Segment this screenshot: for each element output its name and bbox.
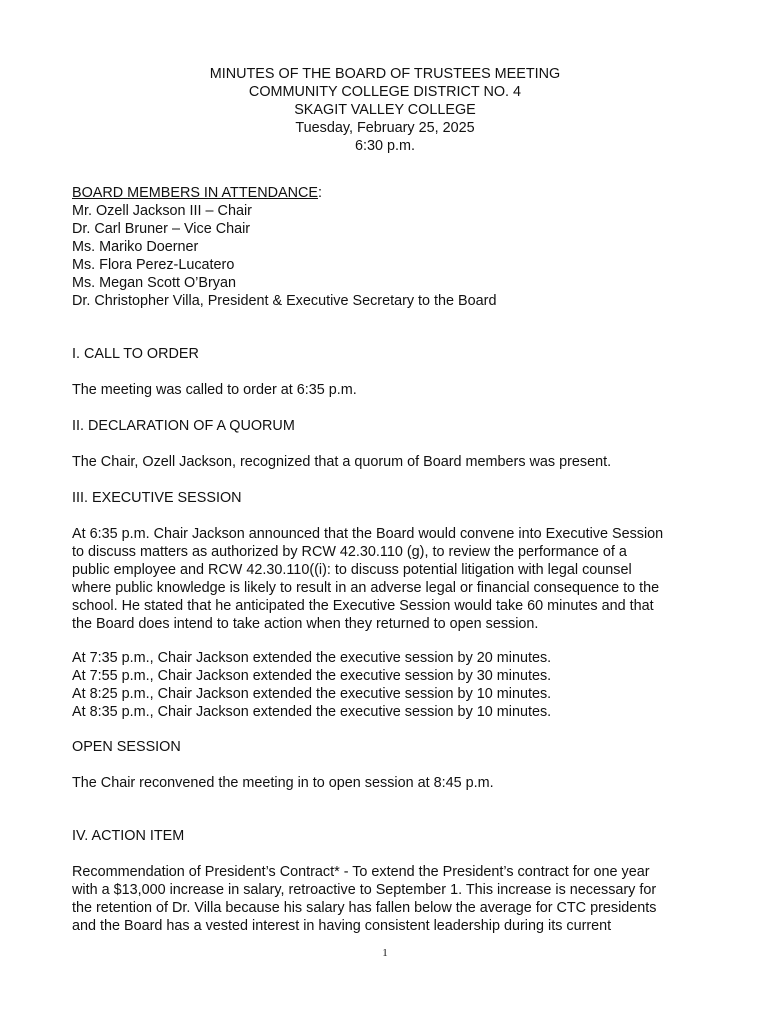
attendance-heading-colon: : <box>318 185 323 201</box>
paragraph-line: where public knowledge is likely to result in an adverse legal or financial consequence to the <box>72 580 660 596</box>
action-item-paragraph <box>72 863 700 935</box>
header-title: MINUTES OF THE BOARD OF TRUSTEES MEETING <box>209 66 561 82</box>
page-number: 1 <box>382 947 388 959</box>
attendee: Ms. Mariko Doerner <box>72 239 199 255</box>
call-to-order-heading: I. CALL TO ORDER <box>72 346 199 362</box>
header-college: SKAGIT VALLEY COLLEGE <box>294 102 476 118</box>
paragraph-line: the Board does intend to take action when they returned to open session. <box>72 616 539 632</box>
quorum-heading: II. DECLARATION OF A QUORUM <box>72 418 295 434</box>
header-district: COMMUNITY COLLEGE DISTRICT NO. 4 <box>248 84 522 100</box>
attendance-heading-text: BOARD MEMBERS IN ATTENDANCE <box>72 185 319 201</box>
attendance-heading <box>72 184 712 202</box>
attendee: Ms. Megan Scott O’Bryan <box>72 275 236 291</box>
open-session-heading: OPEN SESSION <box>72 739 181 755</box>
extension-line: At 8:25 p.m., Chair Jackson extended the executive session by 10 minutes. <box>72 686 552 702</box>
document-header <box>0 65 770 155</box>
paragraph-line: to discuss matters as authorized by RCW 42.30.110 (g), to review the performance of a <box>72 544 627 560</box>
paragraph-line: the retention of Dr. Villa because his salary has fallen below the average for CTC presidents <box>72 900 657 916</box>
attendee: Dr. Carl Bruner – Vice Chair <box>72 221 251 237</box>
executive-session-extensions <box>72 649 700 721</box>
extension-line: At 7:55 p.m., Chair Jackson extended the executive session by 30 minutes. <box>72 668 552 684</box>
paragraph-line: Recommendation of President’s Contract* - To extend the President’s contract for one year <box>72 864 650 880</box>
call-to-order-text: The meeting was called to order at 6:35 p.m. <box>72 382 357 398</box>
open-session-text: The Chair reconvened the meeting in to open session at 8:45 p.m. <box>72 775 494 791</box>
paragraph-line: school. He stated that he anticipated the Executive Session would take 60 minutes and that <box>72 598 654 614</box>
header-date: Tuesday, February 25, 2025 <box>295 120 475 136</box>
paragraph-line: public employee and RCW 42.30.110((i): to discuss potential litigation with legal counsel <box>72 562 632 578</box>
quorum-text: The Chair, Ozell Jackson, recognized that a quorum of Board members was present. <box>72 454 612 470</box>
attendee: Dr. Christopher Villa, President & Executive Secretary to the Board <box>72 293 497 309</box>
paragraph-line: with a $13,000 increase in salary, retroactive to September 1. This increase is necessary for <box>72 882 657 898</box>
executive-session-heading: III. EXECUTIVE SESSION <box>72 490 242 506</box>
attendee: Mr. Ozell Jackson III – Chair <box>72 203 252 219</box>
attendee: Ms. Flora Perez-Lucatero <box>72 257 235 273</box>
extension-line: At 8:35 p.m., Chair Jackson extended the executive session by 10 minutes. <box>72 704 552 720</box>
attendance-section <box>72 184 712 310</box>
executive-session-paragraph <box>72 525 700 633</box>
paragraph-line: and the Board has a vested interest in having consistent leadership during its current <box>72 918 612 934</box>
header-time: 6:30 p.m. <box>355 138 415 154</box>
extension-line: At 7:35 p.m., Chair Jackson extended the executive session by 20 minutes. <box>72 650 552 666</box>
action-item-heading: IV. ACTION ITEM <box>72 828 185 844</box>
paragraph-line: At 6:35 p.m. Chair Jackson announced that the Board would convene into Executive Session <box>72 526 664 542</box>
